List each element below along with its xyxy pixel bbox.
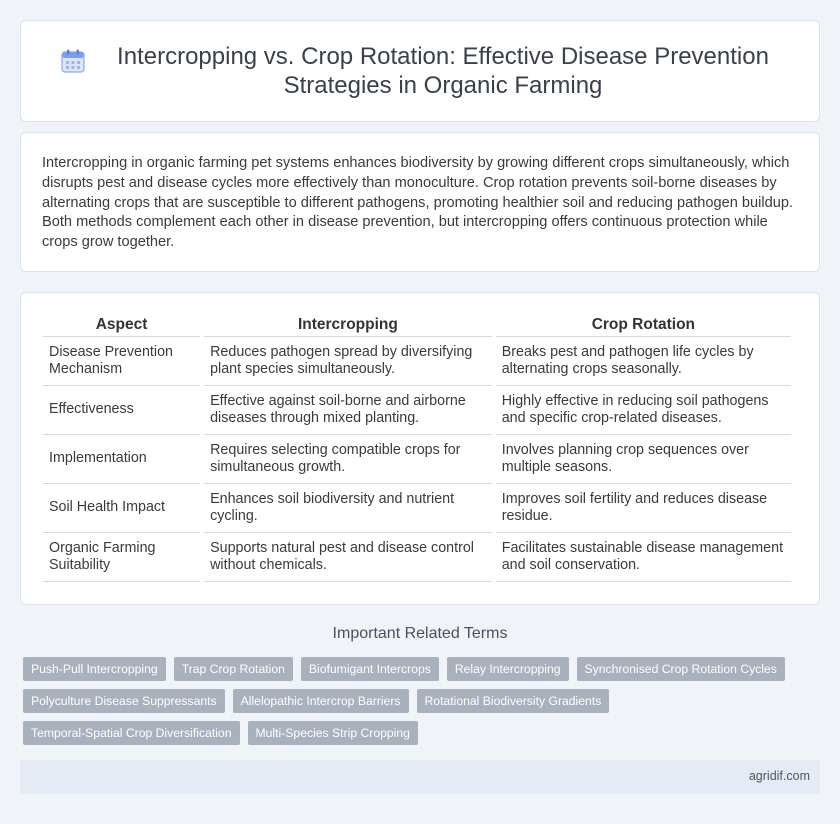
table-cell-crop-rotation: Breaks pest and pathogen life cycles by alternating crops seasonally. [496,337,791,386]
related-terms-title: Important Related Terms [332,625,508,642]
page-title: Intercropping vs. Crop Rotation: Effective Disease Prevention Strategies in Organic Farming [117,43,769,99]
table-cell-intercropping: Requires selecting compatible crops for simultaneous growth. [204,435,492,484]
calendar-icon [60,48,86,74]
table-cell-aspect: Effectiveness [43,386,200,435]
footer-site-link[interactable]: agridif.com [748,769,810,783]
related-term-tag[interactable]: Trap Crop Rotation [174,657,293,681]
header-intercropping: Intercropping [204,309,492,337]
intro-text: Intercropping in organic farming pet systems enhances biodiversity by growing different crops simultaneously, which disrupts pest and disease cycles more effectively than monoculture. Crop rotation prevents soil-borne diseases by alternating crops that are susceptible to different pathogens, promoting healthier soil and reducing pathogen buildup. Both methods complement each other in disease prevention, but intercropping offers continuous protection while crops grow together. [42,155,794,251]
table-cell-crop-rotation: Highly effective in reducing soil pathogens and specific crop-related diseases. [496,386,791,435]
table-cell-intercropping: Effective against soil-borne and airborne diseases through mixed planting. [204,386,492,435]
table-cell-intercropping: Reduces pathogen spread by diversifying plant species simultaneously. [204,337,492,386]
intro-card [20,132,820,272]
related-term-tag[interactable]: Multi-Species Strip Cropping [248,721,418,745]
related-term-tag[interactable]: Rotational Biodiversity Gradients [417,689,610,713]
related-term-tag[interactable]: Synchronised Crop Rotation Cycles [577,657,785,681]
table-cell-crop-rotation: Facilitates sustainable disease management and soil conservation. [496,533,791,582]
comparison-card [20,292,820,605]
comparison-table [39,309,795,582]
table-row [43,337,791,386]
table-row [43,386,791,435]
related-term-tag[interactable]: Polyculture Disease Suppressants [23,689,225,713]
table-cell-crop-rotation: Involves planning crop sequences over multiple seasons. [496,435,791,484]
table-cell-aspect: Disease Prevention Mechanism [43,337,200,386]
table-cell-aspect: Implementation [43,435,200,484]
table-row [43,484,791,533]
header-aspect: Aspect [43,309,200,337]
related-term-tag[interactable]: Relay Intercropping [447,657,569,681]
related-term-tag[interactable]: Temporal-Spatial Crop Diversification [23,721,240,745]
table-row [43,533,791,582]
table-cell-intercropping: Enhances soil biodiversity and nutrient cycling. [204,484,492,533]
related-term-tag[interactable]: Allelopathic Intercrop Barriers [233,689,409,713]
related-term-tag[interactable]: Biofumigant Intercrops [301,657,439,681]
header-crop-rotation: Crop Rotation [496,309,791,337]
footer-bar [20,760,820,794]
related-terms-list [23,657,823,753]
table-row [43,435,791,484]
related-term-tag[interactable]: Push-Pull Intercropping [23,657,166,681]
table-cell-intercropping: Supports natural pest and disease control without chemicals. [204,533,492,582]
header-card [20,20,820,122]
table-header-row [43,309,791,337]
table-cell-aspect: Organic Farming Suitability [43,533,200,582]
table-cell-crop-rotation: Improves soil fertility and reduces disease residue. [496,484,791,533]
table-cell-aspect: Soil Health Impact [43,484,200,533]
